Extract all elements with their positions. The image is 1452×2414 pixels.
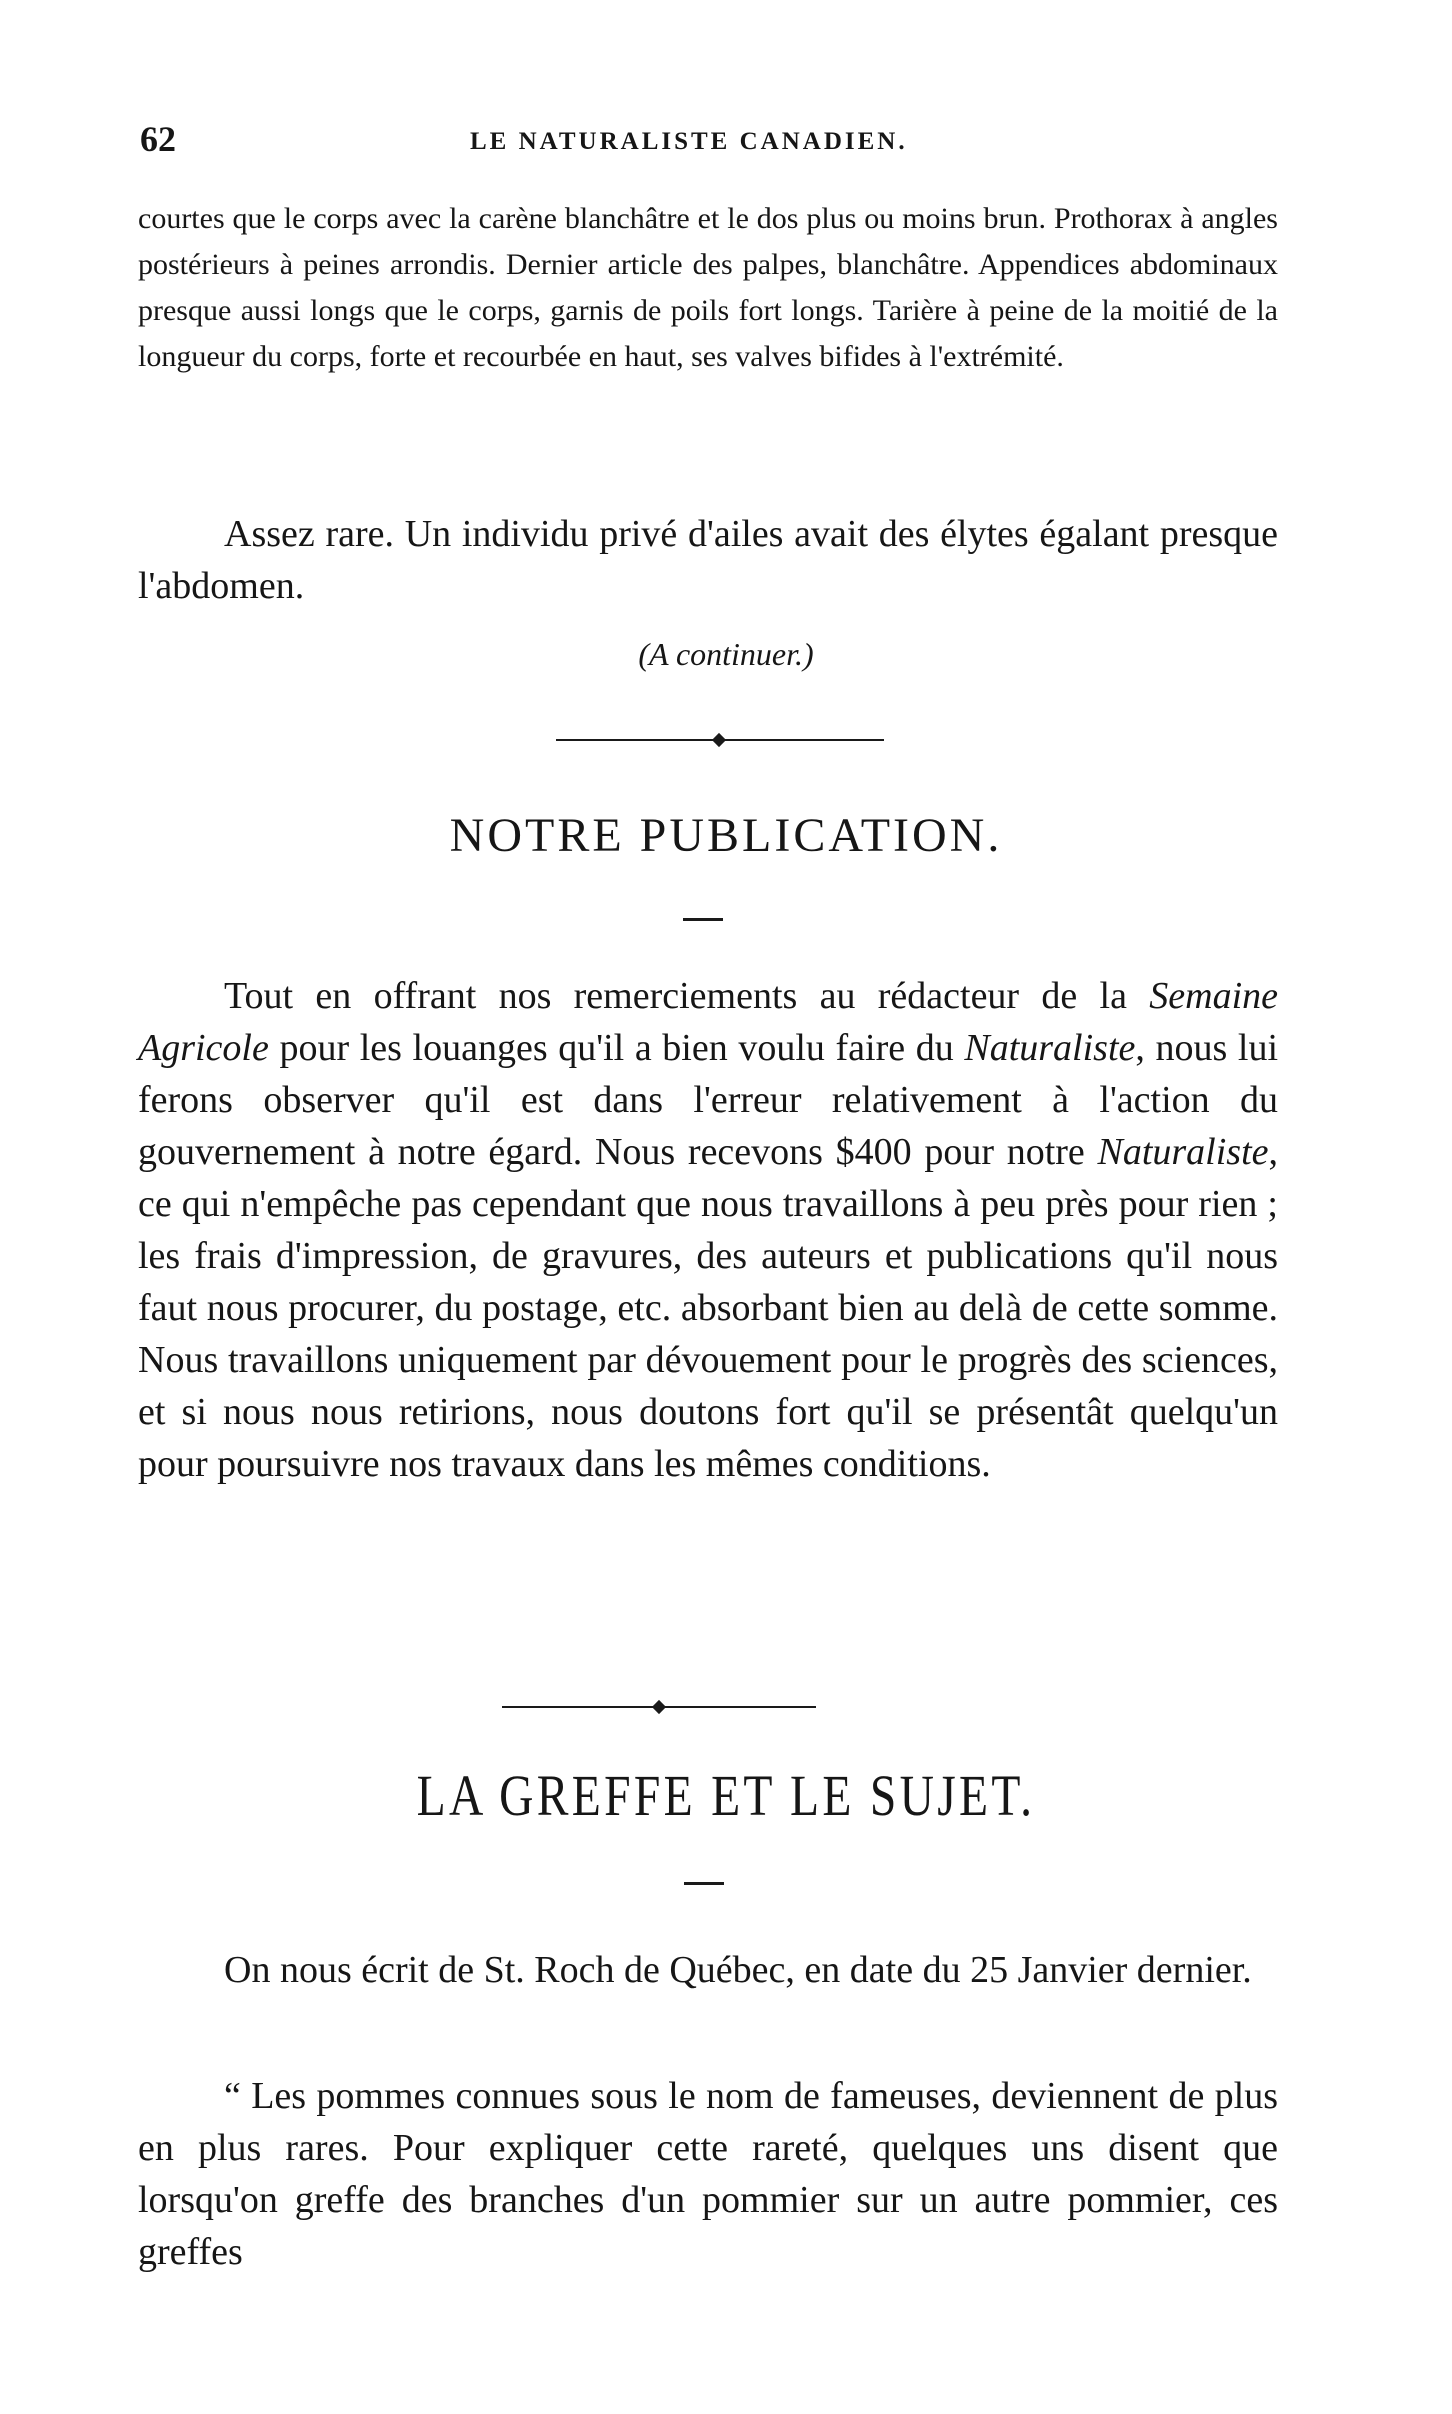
greffe-intro-paragraph: On nous écrit de St. Roch de Québec, en date du 25 Janvier dernier. — [224, 1949, 1252, 1991]
publication-name-naturaliste-2: Naturaliste — [1097, 1131, 1269, 1173]
description-paragraph: courtes que le corps avec la carène blanchâtre et le dos plus ou moins brun. Prothorax à angles postérieurs à peines arrondis. Dernier article des palpes, blanchâtre. Appendices abdominaux presque aussi longs que le corps, garnis de poils fort longs. Tarière à peine de la moitié de la longueur du corps, forte et recourbée en haut, ses valves bifides à l'extrémité. — [138, 202, 1278, 373]
greffe-quote-paragraph: “ Les pommes connues sous le nom de fameuses, deviennent de plus en plus rares. Pour expliquer cette rareté, quelques uns disent que lorsqu'on greffe des branches d'un pommier sur un autre pommier, ces greffes — [138, 2075, 1278, 2273]
section-ornament — [556, 735, 884, 745]
publication-name-semaine-agricole: Semaine Agricole — [138, 975, 1278, 1069]
publication-paragraph: Tout en offrant nos remerciements au rédacteur de la Semaine Agricole pour les louanges qu'il a bien voulu faire du Naturaliste, nous lui ferons observer qu'il est dans l'erreur relativement à l'action du gouvernement à notre égard. Nous recevons $400 pour notre Naturaliste, ce qui n'empêche pas cependant que nous travaillons à peu près pour rien ; les frais d'impression, de gravures, des auteurs et publications qu'il nous faut nous procurer, du postage, etc. absorbant bien au delà de cette somme. Nous travaillons uniquement par dévouement pour le progrès des sciences, et si nous nous retirions, nous doutons fort qu'il se présentât quelqu'un pour poursuivre nos travaux dans les mêmes conditions. — [138, 975, 1279, 1485]
rarity-paragraph: Assez rare. Un individu privé d'ailes avait des élytes égalant presque l'abdomen. — [138, 513, 1278, 607]
title-dash-2 — [684, 1882, 724, 1885]
greffe-quote — [138, 2070, 1278, 2278]
title-dash — [683, 918, 723, 921]
section-title-la-greffe: LA GREFFE ET LE SUJET. — [416, 1763, 1036, 1828]
page-header — [140, 118, 1280, 158]
publication-article — [138, 970, 1278, 1490]
section-ornament-2 — [502, 1702, 816, 1712]
greffe-intro — [138, 1944, 1278, 1996]
rarity-note — [138, 508, 1278, 612]
section-title-notre-publication: NOTRE PUBLICATION. — [449, 809, 1003, 862]
running-head: LE NATURALISTE CANADIEN. — [470, 128, 908, 155]
page-number: 62 — [140, 119, 176, 159]
publication-name-naturaliste: Naturaliste — [964, 1027, 1136, 1069]
article-continuation — [138, 196, 1278, 380]
to-be-continued: (A continuer.) — [638, 636, 814, 672]
